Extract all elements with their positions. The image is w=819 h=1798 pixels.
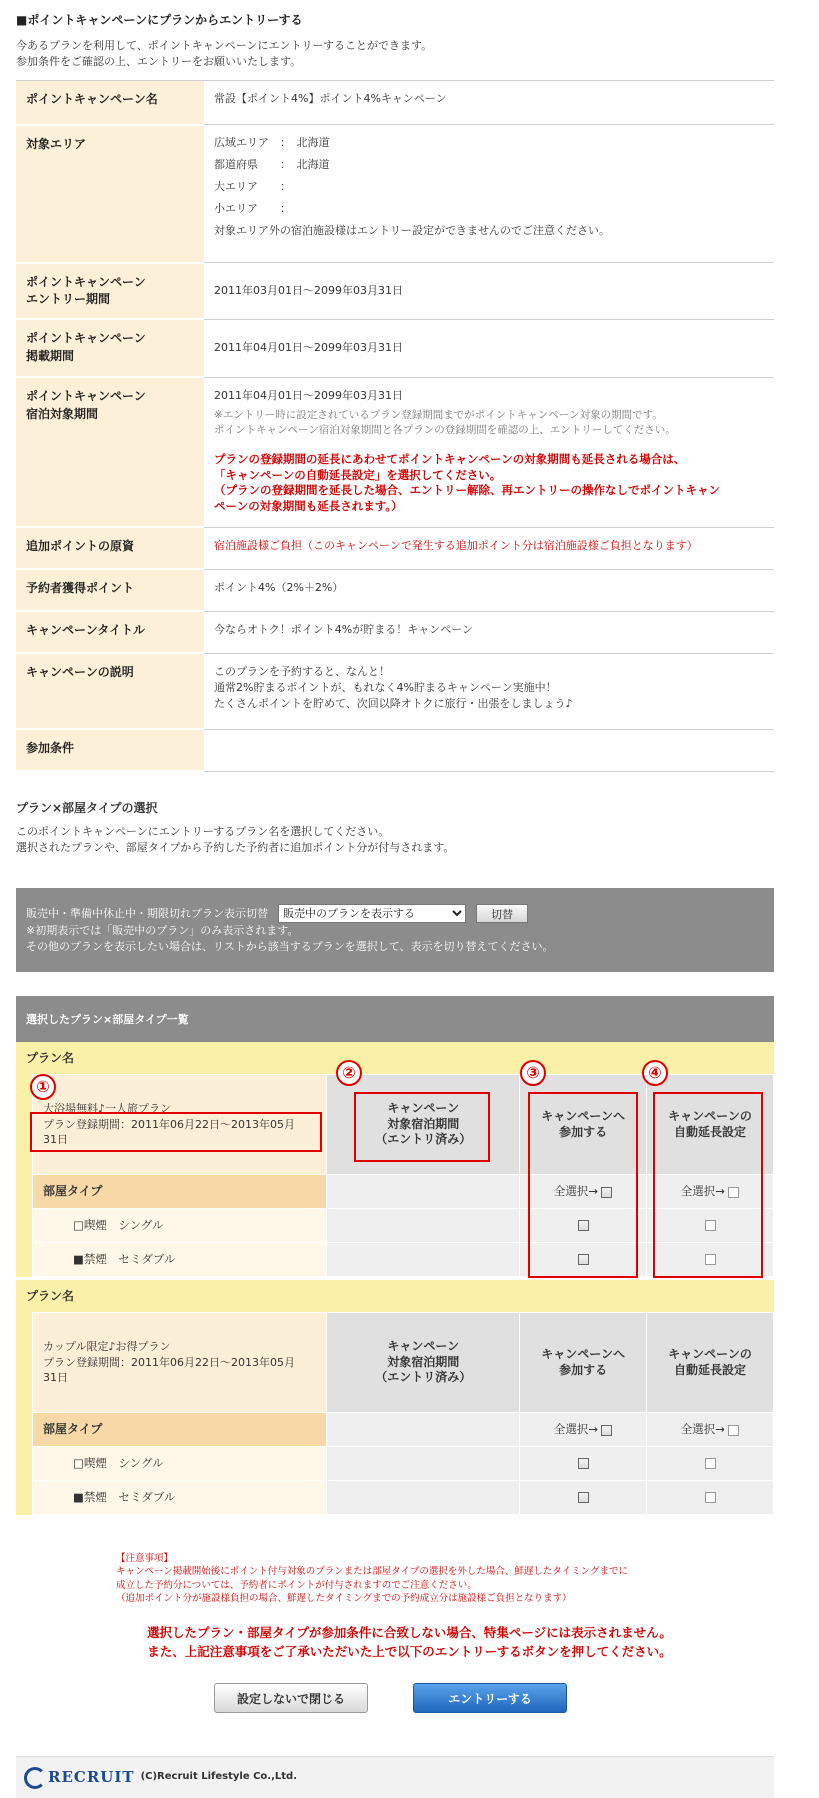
plan-block: [16, 1280, 774, 1515]
plan-period: プラン登録期間：2011年06月22日～2013年05月 31日: [43, 1117, 295, 1147]
auto-extend-checkbox[interactable]: [705, 1492, 716, 1503]
plan-name-label: プラン名: [26, 1051, 75, 1065]
stay-period: 2011年04月01日～2099年03月31日: [214, 388, 403, 402]
annotation-number-1: ①: [30, 1074, 56, 1100]
footer: [16, 1756, 774, 1798]
entry-button[interactable]: エントリーする: [413, 1683, 567, 1713]
annotation-box-join: [528, 1092, 638, 1278]
plan-name-label: プラン名: [26, 1289, 75, 1303]
recruit-logo: RECRUIT: [24, 1767, 135, 1789]
auto-extend-checkbox[interactable]: [705, 1458, 716, 1469]
label-conditions: 参加条件: [16, 729, 204, 771]
page-title: ■ポイントキャンペーンにプランからエントリーする: [16, 13, 303, 27]
col-join-campaign: キャンペーンへ 参加する: [520, 1075, 647, 1175]
plan-table: [32, 1312, 774, 1515]
col-campaign-period: キャンペーン 対象宿泊期間 （エントリ済み）: [327, 1313, 520, 1413]
label-campaign-desc: キャンペーンの説明: [16, 653, 204, 729]
label-publish-period: ポイントキャンペーン 掲載期間: [16, 319, 204, 377]
close-without-saving-button[interactable]: 設定しないで閉じる: [214, 1683, 368, 1713]
campaign-info-table: [16, 80, 774, 772]
publish-period: 2011年04月01日～2099年03月31日: [204, 319, 774, 377]
room-name: ■禁煙 セミダブル: [33, 1243, 327, 1277]
auto-select-all: 全選択→: [647, 1175, 774, 1209]
annotation-number-2: ②: [336, 1060, 362, 1086]
filter-label: 販売中・準備中休止中・期限切れプラン表示切替: [26, 906, 268, 920]
col-auto-extend: キャンペーンの 自動延長設定: [647, 1313, 774, 1413]
room-type-label: 部屋タイプ: [33, 1413, 327, 1447]
join-select-all-checkbox[interactable]: [601, 1425, 612, 1436]
selection-desc: このポイントキャンペーンにエントリーするプラン名を選択してください。 選択されたプランや、部屋タイプから予約した予約者に追加ポイント分が付与されます。: [16, 825, 455, 854]
annotation-box-auto-extend: [653, 1092, 763, 1278]
area-values: 広域エリア ： 北海道 都道府県 ： 北海道 大エリア ： 小エリア ： 対象エリア外の宿泊施設様はエントリー設定ができませんのでご注意ください。: [204, 125, 774, 263]
annotation-number-3: ③: [520, 1060, 546, 1086]
plan-name: カップル限定♪お得プラン: [43, 1339, 171, 1353]
plan-period: プラン登録期間：2011年06月22日～2013年05月 31日: [43, 1355, 295, 1385]
label-entry-period: ポイントキャンペーン エントリー期間: [16, 263, 204, 320]
filter-note-2: その他のプランを表示したい場合は、リストから該当するプランを選択して、表示を切り替えてください。: [26, 939, 554, 953]
campaign-name: 常設【ポイント4%】ポイント4%キャンペーン: [204, 81, 774, 125]
plan-list-header: 選択したプラン×部屋タイプ一覧: [16, 996, 774, 1042]
stay-period-cell: [204, 377, 774, 527]
point-source: 宿泊施設様ご負担（このキャンペーンで発生する追加ポイント分は宿泊施設様ご負担となります）: [204, 527, 774, 569]
room-name: □喫煙 シングル: [33, 1209, 327, 1243]
copyright: (C)Recruit Lifestyle Co.,Ltd.: [140, 1771, 297, 1783]
label-user-points: 予約者獲得ポイント: [16, 569, 204, 611]
col-auto-extend: キャンペーンの 自動延長設定: [647, 1075, 774, 1175]
user-points: ポイント4%（2%＋2%）: [204, 569, 774, 611]
annotation-number-4: ④: [642, 1060, 668, 1086]
plan-info: [33, 1313, 327, 1413]
label-point-source: 追加ポイントの原資: [16, 527, 204, 569]
annotation-box-campaign-period: [354, 1092, 490, 1162]
intro-text: 今あるプランを利用して、ポイントキャンペーンにエントリーすることができます。 参加条件をご確認の上、エントリーをお願いいたします。: [16, 39, 433, 68]
auto-select-all-checkbox[interactable]: [728, 1425, 739, 1436]
auto-select-all: 全選択→: [647, 1413, 774, 1447]
selection-title: プラン×部屋タイプの選択: [16, 801, 158, 815]
campaign-title: 今ならオトク！ポイント4%が貯まる！キャンペーン: [204, 611, 774, 653]
join-select-all: 全選択→: [520, 1175, 647, 1209]
plan-status-select[interactable]: [278, 904, 466, 923]
label-area: 対象エリア: [16, 125, 204, 263]
stay-note: ※エントリー時に設定されているプラン登録期間までがポイントキャンペーン対象の期間です。 ポイントキャンペーン宿泊対象期間と各プランの登録期間を確認の上、エントリーしてください。: [214, 408, 676, 436]
room-type-label: 部屋タイプ: [33, 1175, 327, 1209]
room-name: □喫煙 シングル: [33, 1447, 327, 1481]
recruit-logo-icon: [24, 1767, 46, 1789]
col-join-campaign: キャンペーンへ 参加する: [520, 1313, 647, 1413]
plan-filter-panel: [16, 888, 774, 972]
room-name: ■禁煙 セミダブル: [33, 1481, 327, 1515]
switch-button[interactable]: 切替: [476, 904, 528, 923]
conditions: [204, 729, 774, 771]
entry-period: 2011年03月01日～2099年03月31日: [204, 263, 774, 320]
label-campaign-title: キャンペーンタイトル: [16, 611, 204, 653]
annotation-box-plan-period: [30, 1112, 322, 1152]
label-stay-period: ポイントキャンペーン 宿泊対象期間: [16, 377, 204, 527]
caution-notes: 【注意事項】 キャンペーン掲載開始後にポイント付与対象のプランまたは部屋タイプの選択を外した場合、鮮遅したタイミングまでに 成立した予約分については、予約者にポイントが付与されますのでご注意ください。 （追加ポイント分が施設様負担の場合、鮮遅したタイミングまでの予約成立分は施設様ご負担となります）: [116, 1553, 628, 1604]
col-campaign-period: キャンペーン 対象宿泊期間 （エントリ済み）: [327, 1075, 520, 1175]
plan-name: 大浴場無料♪一人旅プラン: [43, 1101, 172, 1115]
label-campaign-name: ポイントキャンペーン名: [16, 81, 204, 125]
join-select-all: 全選択→: [520, 1413, 647, 1447]
filter-note-1: ※初期表示では「販売中のプラン」のみ表示されます。: [26, 924, 299, 937]
join-checkbox[interactable]: [578, 1492, 589, 1503]
join-checkbox[interactable]: [578, 1458, 589, 1469]
warning-message: 選択したプラン・部屋タイプが参加条件に合致しない場合、特集ページには表示されません。 また、上記注意事項をご了承いただいた上で以下のエントリーするボタンを押してください。: [147, 1625, 672, 1659]
auto-extend-note: プランの登録期間の延長にあわせてポイントキャンペーンの対象期間も延長される場合は、 「キャンペーンの自動延長設定」を選択してください。 （プランの登録期間を延長した場合、エントリー解除、再エントリーの操作なしでポイントキャン ペーンの対象期間も延長されます。）: [214, 452, 720, 513]
campaign-desc: このプランを予約すると、なんと！ 通常2%貯まるポイントが、もれなく4%貯まるキャンペーン実施中！ たくさんポイントを貯めて、次回以降オトクに旅行・出張をしましょう♪: [204, 653, 774, 729]
